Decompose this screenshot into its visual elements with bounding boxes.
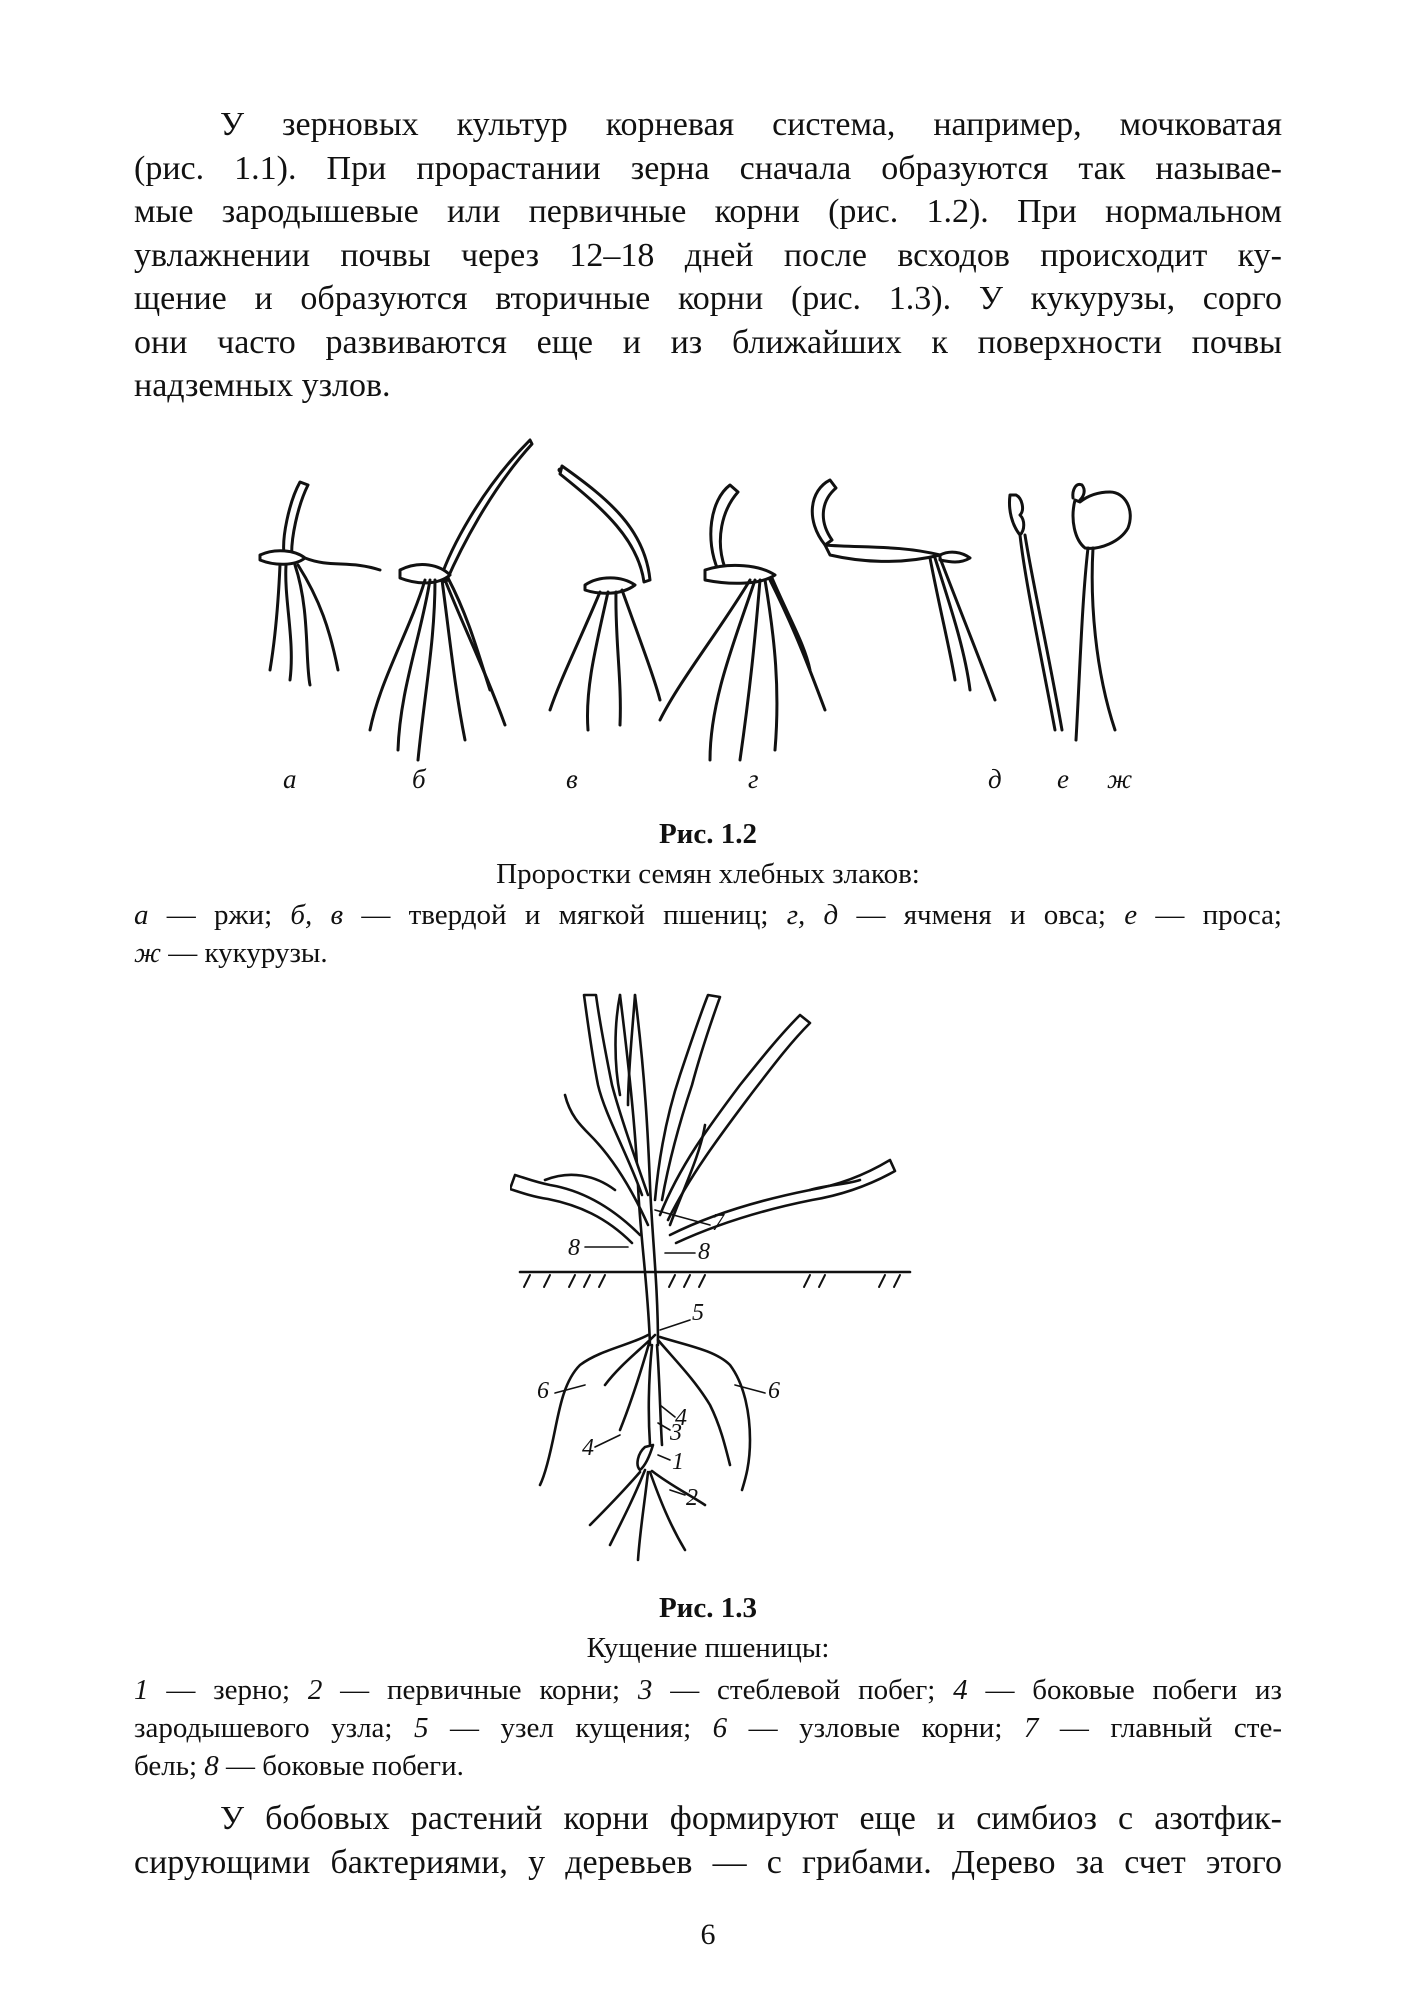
legend-text: — стеблевой побег;	[652, 1674, 954, 1706]
legend-text: — кукурузы.	[160, 937, 328, 969]
label-5: 5	[692, 1300, 704, 1326]
label-7: 7	[712, 1210, 724, 1236]
legend-line	[134, 1709, 1282, 1747]
figure-1-3-legend	[134, 1671, 1282, 1785]
legend-text: — боковые побеги из	[967, 1674, 1282, 1706]
legend-key: г, д	[786, 899, 839, 931]
legend-text: — главный сте-	[1038, 1712, 1282, 1744]
label-8-right: 8	[698, 1239, 710, 1265]
legend-text: — твердой и мягкой пшениц;	[343, 899, 787, 931]
label-1: 1	[672, 1449, 684, 1475]
paragraph-1	[134, 103, 1282, 408]
text-line: увлажнении почвы через 12–18 дней после всходов происходит ку-	[134, 236, 1282, 274]
legend-line	[134, 1747, 1282, 1785]
legend-text: — боковые побеги.	[218, 1750, 464, 1782]
text-line: щение и образуются вторичные корни (рис. 1.3). У кукурузы, сорго	[134, 280, 1282, 317]
legend-key: 2	[307, 1674, 323, 1706]
legend-text: — узел кущения;	[428, 1712, 713, 1744]
letter-e: е	[1057, 764, 1069, 794]
letter-a: а	[283, 764, 297, 794]
legend-text: бель;	[134, 1750, 205, 1782]
legend-key: а	[134, 899, 149, 931]
tillering-wheat-illustration	[510, 985, 920, 1575]
legend-text: — проса;	[1137, 899, 1282, 931]
paragraph-2	[134, 1797, 1282, 1884]
legend-key: 1	[134, 1674, 149, 1706]
figure-1-2-subtitle: Проростки семян хлебных злаков:	[496, 858, 920, 890]
legend-key: 8	[204, 1750, 219, 1782]
page-number: 6	[700, 1918, 716, 1951]
seedling-zh	[1073, 484, 1130, 740]
legend-key: е	[1124, 899, 1138, 931]
figure-1-3-subtitle: Кущение пшеницы:	[586, 1632, 830, 1664]
text-line: У зерновых культур корневая система, например, мочковатая	[220, 106, 1282, 143]
legend-key: 4	[953, 1674, 968, 1706]
legend-key: 7	[1023, 1712, 1039, 1744]
legend-text: — первичные корни;	[322, 1674, 638, 1706]
figure-1-2-title: Рис. 1.2	[658, 818, 758, 850]
legend-text: — узловые корни;	[727, 1712, 1024, 1744]
seedling-g	[660, 485, 825, 760]
text-line: У бобовых растений корни формируют еще и симбиоз с азотфик-	[220, 1800, 1282, 1837]
text-line: мые зародышевые или первичные корни (рис. 1.2). При нормальном	[134, 193, 1282, 230]
text-line: (рис. 1.1). При прорастании зерна сначала образуются так называе-	[134, 149, 1282, 187]
legend-key: 5	[413, 1712, 429, 1744]
figure-1-2-legend	[134, 896, 1282, 972]
legend-key: ж	[134, 937, 161, 969]
seedling-a	[260, 482, 380, 685]
label-6-left: 6	[537, 1378, 549, 1404]
seedling-b	[370, 440, 532, 760]
seedling-v	[550, 466, 660, 730]
legend-text: — зерно;	[148, 1674, 308, 1706]
text-line: надземных узлов.	[134, 367, 391, 404]
label-4-right: 4	[675, 1405, 687, 1431]
letter-v: в	[566, 764, 578, 794]
legend-key: 6	[712, 1712, 728, 1744]
text-line: сирующими бактериями, у деревьев — с грибами. Дерево за счет этого	[134, 1843, 1282, 1881]
label-3: 3	[670, 1420, 682, 1446]
legend-text: зародышевого узла;	[134, 1712, 414, 1744]
figure-1-3-title: Рис. 1.3	[658, 1592, 758, 1624]
letter-d: д	[988, 764, 1002, 794]
legend-line	[134, 1671, 1282, 1709]
letter-g: г	[748, 764, 759, 794]
legend-line	[134, 934, 1282, 972]
label-6-right: 6	[768, 1378, 780, 1404]
legend-text: — ячменя и овса;	[838, 899, 1125, 931]
label-2: 2	[686, 1485, 698, 1511]
legend-key: 3	[637, 1674, 653, 1706]
text-line: они часто развиваются еще и из ближайших к поверхности почвы	[134, 323, 1282, 361]
label-8-left: 8	[568, 1235, 580, 1261]
legend-key: б, в	[290, 899, 344, 931]
seedling-e	[1009, 495, 1062, 730]
legend-line	[134, 896, 1282, 934]
letter-zh: ж	[1107, 764, 1133, 794]
seedlings-illustration	[250, 430, 1170, 810]
letter-b: б	[412, 764, 426, 794]
legend-text: — ржи;	[148, 899, 291, 931]
label-4-left: 4	[582, 1435, 594, 1461]
seedling-d	[812, 480, 995, 700]
